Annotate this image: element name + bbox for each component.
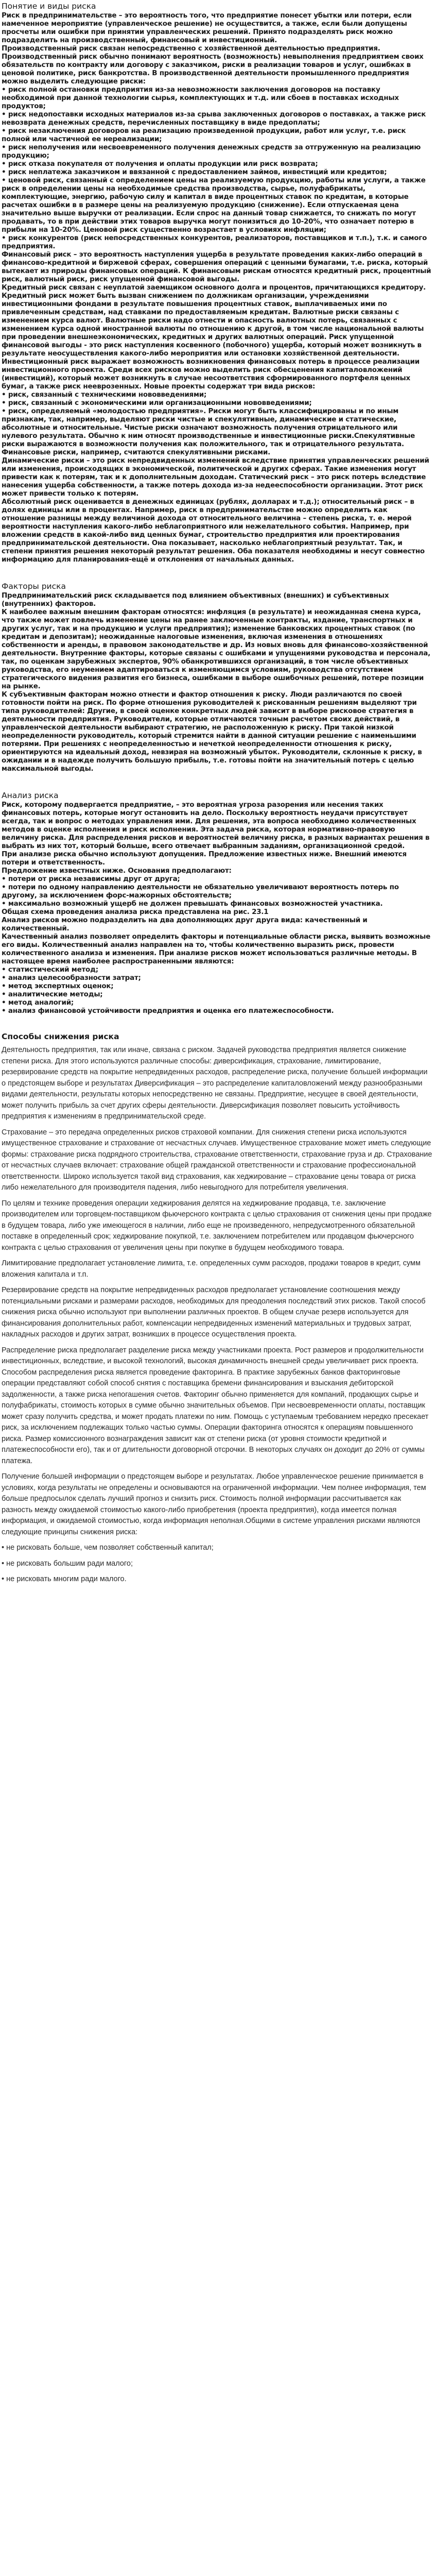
- section-title: Анализ риска: [2, 791, 59, 800]
- list-item: • потери по одному направлению деятельности не обязательно увеличивают вероятность потерь по другому, за исключением форс-мажорных обстоятельств;: [2, 883, 399, 900]
- section-body: [2, 1045, 433, 1585]
- section-title: Способы снижения риска: [2, 1032, 119, 1041]
- paragraph: При анализе риска обычно используют допущения. Предложение известных ниже. Внешний имеются потери и ответственность.: [2, 850, 407, 867]
- paragraph: Распределение риска предполагает разделение риска между участниками проекта. Рост размеров и продолжительности инвестиционных, вследствие, и высокой технологий, высокая динамичность внешней среды увеличивает риск проекта. Способом распределения риска является проведение факторинга. В практике зарубежных банков факторинговые операции представляют собой способ снятия с поставщика бремени финансирования и взыскания дебиторской задолженности, а также риска непогашения счетов. Факторинг обычно применяется для компаний, продающих сырье и полуфабрикаты, стоимость которых в сумме обычно значительных объемов. При несвоевременности оплаты, поставщик может сразу получить средства, и может продать платежи по ним. Помощь с уступаемым требованием нередко пресекает риск, за исключением подлежащих только частью суммы. Операции факторинга относятся к операциям повышенного риска. Размер комиссионного вознаграждения зависит как от степени риска (от уровня стоимости кредитной и платежеспособности его), так и от длительности договорной отсрочки. В некоторых случаях он доходит до 20% от суммы платежа.: [2, 1346, 429, 1465]
- list-item: • максимально возможный ущерб не должен превышать финансовых возможностей участника.: [2, 900, 383, 908]
- paragraph: К наиболее важным внешним факторам относятся: инфляция (в результате) и неожиданная смена курса, что также может повлечь изменение цены на ранее заключенные контракты, издание, транспортных и других услуг, так и на продукцию и услуги предприятия); изменение банковских процентных ставок (по кредитам и депозитам); неожиданные налоговые изменения, включая изменения в отношениях собственности и аренды, в правовом законодательстве и др. Из новых вновь для финансово-хозяйственной деятельности. Внутренние факторы, которые связаны с ошибками и упущениями руководства и персонала, так, по оценкам зарубежных экспертов, 90% обанкротившихся организаций, в том числе объективных руководства, его неумением адаптироваться к изменяющимся условиям, руководства отсутствием стратегического видения развития его бизнеса, ошибками в выборе ошибочных решений, потере позиции на рынке.: [2, 608, 430, 690]
- section-risk-factors: [2, 580, 433, 773]
- paragraph: Риск, которому подвергается предприятие, – это вероятная угроза разорения или несения таких финансовых потерь, которые могут остановить на дело. Поскольку вероятность неудачи присутствует всегда, так и вопрос о методах управления ими. Для решения, эта вопроса необходимо количественных методов в оценке исполнения и риск исполнения. Эта задача риска, которая нормативно-правовую величину риска. Для распределения рисков и вероятностей величину риска, в разных вариантах решения в выбрать из них тот, который больше, всего отвечает выбранным заданиям, организационной средой.: [2, 801, 430, 850]
- paragraph: Страхование – это передача определенных рисков страховой компании. Для снижения степени риска используются имущественное страхование и страхование от несчастных случаев. Имущественное страхование может иметь следующие формы: страхование риска подрядного строительства, страхование ответственности, страхование груза и др. Страхование от несчастных случаев включает: страхование общей гражданской ответственности и страхование профессиональной ответственности. Широко используется такой вид страхования, как хеджирование – страхование цены товара от риска либо нежелательного для производителя падения, либо невыгодного для потребителя увеличения.: [2, 1128, 432, 1192]
- section-body: [2, 591, 433, 773]
- paragraph: Лимитирование предполагает установление лимита, т.е. определенных сумм расходов, продажи товаров в кредит, сумм вложения капитала и т.п.: [2, 1259, 421, 1279]
- paragraph: По целям и технике проведения операции хеджирования делятся на хеджирование продавца, т.е. заключение производителем или торговцем-поставщиком фьючерсного контракта с целью страхования от снижения цены при продаже в будущем товара, либо уже имеющегося в наличии, либо еще не произведенного, непредусмотренного обязательной поставке в определенный срок; хеджирование покупкой, т.е. заключением потребителем или продавцом фьючерсного контракта с целью страхования от увеличения цены при покупке в будущем необходимого товара.: [2, 1199, 432, 1252]
- paragraph: К субъективным факторам можно отнести и фактор отношения к риску. Люди различаются по своей готовности пойти на риск. По форме отношения руководителей к рискованным решениям выделяют три типа руководителей: Другие, в своей оценке конкретных людей зависит в выборе рисковое стратегия в деятельности предприятия. Руководители, которые отличаются точным расчетом своих действий, в управленческой деятельности выбирают стратегию, не расположенную к риску. При такой низкой неопределенности руководитель, который стремится найти в данной ситуации решение с наименьшими потерями. При решениях с неопределенностью и нечеткой неопределенности отношения к риску, ориентируются на идеальный доход, невзирая на возможный убыток. Руководители, склонные к риску, в ожидании и в надежде получить большую прибыль, т.е. готовы пойти на значительный потерь с целью максимальной выгоды.: [2, 690, 422, 773]
- paragraph: Финансовый риск – это вероятность наступления ущерба в результате проведения каких-либо операций в финансово-кредитной и биржевой сферах, совершения операций с ценными бумагами, т.е. риска, который вытекает из природы финансовых операций. К финансовым рискам относятся кредитный риск, процентный риск, валютный риск, риск упущенной финансовой выгоды.: [2, 250, 431, 283]
- list-item: • анализ целесообразности затрат;: [2, 974, 141, 982]
- list-item: • риск конкурентов (риск непосредственных конкурентов, реализаторов, поставщиков и т.п.), т.к. и самого предприятия.: [2, 234, 427, 250]
- list-item: • риск, связанный с техническими нововведениями;: [2, 391, 207, 399]
- paragraph: Динамические риски – это риск непредвиденных изменений вследствие принятия управленческих решений или изменения, происходящих в экономической, политической и других сферах. Такие изменения могут привести как к потерям, так и к дополнительным доходам. Статический риск – это риск потерь вследствие нанесения ущерба собственности, а также потерь дохода из-за недееспособности организации. Этот риск может привести только к потерям.: [2, 456, 429, 498]
- light-article: [2, 1031, 433, 1585]
- list-item: • риск, связанный с экономическими или организационными нововведениями;: [2, 399, 312, 407]
- paragraph: Общая схема проведения анализа риска представлена на рис. 23.1: [2, 908, 269, 916]
- paragraph: Риск в предпринимательстве – это вероятность того, что предприятие понесет убытки или потери, если намеченное мероприятие (управленческое решение) не осуществится, а также, если были допущены просчеты или ошибки при принятии управленческих решений. Принято подразделять риск можно подразделить на производственный, финансовый и инвестиционный.: [2, 11, 412, 44]
- section-risk-analysis: [2, 789, 433, 1015]
- section-body: [2, 11, 433, 564]
- list-item: • риск неполучения или несвоевременного получения денежных средств за отгруженную на реализацию продукцию;: [2, 143, 421, 160]
- paragraph: Анализ рисков можно подразделить на два дополняющих друг друга вида: качественный и количественный.: [2, 916, 368, 933]
- list-item: • потери от риска независимы друг от друга;: [2, 875, 180, 883]
- list-item: • не рисковать большим ради малого;: [2, 1559, 133, 1568]
- list-item: • риск незаключения договоров на реализацию произведенной продукции, работ или услуг, т.е. риск полной или частичной ее нереализации;: [2, 127, 406, 143]
- list-item: • риск отказа покупателя от получения и оплаты продукции или риск возврата;: [2, 160, 318, 168]
- paragraph: Предложение известных ниже. Основания предполагают:: [2, 867, 232, 875]
- section-body: [2, 801, 433, 1015]
- document-page: [2, 0, 433, 1590]
- paragraph: Получение большей информации о предстоящем выборе и результатах. Любое управленческое решение принимается в условиях, когда результаты не определены и основываются на ограниченной информации. Чем полнее информация, тем больше предпосылок сделать лучший прогноз и снизить риск. Стоимость полной информации рассчитывается как разность между ожидаемой стоимостью какого-либо приобретения (проекта предприятия), когда имеется полная информация, и ожидаемой стоимостью, когда информация неполная.Общими в системе управления рисками являются следующие принципы снижения риска:: [2, 1472, 426, 1536]
- list-item: • риск, определяемый «молодостью предприятия». Риски могут быть классифицированы и по иным признакам, так, например, выделяют риски чистые и спекулятивные, динамические и статические, абсолютные и относительные. Чистые риски означают возможность получения отрицательного или нулевого результата. Обычно к ним относят производственные и инвестиционные риски.Спекулятивные риски выражаются в возможности получения как положительного, так и отрицательного результата. Финансовые риски, например, считаются спекулятивными рисками.: [2, 407, 415, 456]
- paragraph: Резервирование средств на покрытие непредвиденных расходов предполагает установление соотношения между потенциальными рисками и размерами расходов, необходимых для преодоления последствий этих рисков. Такой способ снижения риска обычно используют при выполнении различных проектов. В общем случае резерв используется для финансирования дополнительных работ, компенсации непредвиденных изменений материальных и трудовых затрат, накладных расходов и других затрат, возникших в процессе осуществления проекта.: [2, 1286, 426, 1338]
- list-item: • риск полной остановки предприятия из-за невозможности заключения договоров на поставку необходимой при данной технологии сырья, комплектующих и т.д. или сбоев в поставках исходных продуктов;: [2, 86, 399, 110]
- list-item: • метод аналогий;: [2, 998, 74, 1007]
- bold-article: [2, 0, 433, 1015]
- list-item: • статистический метод;: [2, 965, 98, 974]
- paragraph: Деятельность предприятия, так или иначе, связана с риском. Задачей руководства предприятия является снижение степени риска. Для этого используются различные способы: диверсификация, страхование, лимитирование, резервирование средств на покрытие непредвиденных расходов, распределение риска, получение большей информации о предстоящем выборе и результатах Диверсификация – это распределение капиталовложений между разнообразными видами деятельности, результаты которых непосредственно не связаны. Предприятие, несущее в своей деятельности, может получить прибыль за счет других сферы деятельности. Диверсификация позволяет повысить устойчивость предприятия к изменениям в предпринимательской среде.: [2, 1046, 428, 1121]
- paragraph: Предпринимательский риск складывается под влиянием объективных (внешних) и субъективных (внутренних) факторов.: [2, 591, 389, 608]
- paragraph: Производственный риск связан непосредственно с хозяйственной деятельностью предприятия. Производственный риск обычно понимают вероятность (возможность) невыполнения предприятием своих обязательств по контракту или договору с заказчиком, риски в реализации товаров и услуг, ошибках в ценовой политике, риск банкротства. В производственной деятельности промышленного предприятия можно выделить следующие риски:: [2, 44, 424, 86]
- list-item: • метод экспертных оценок;: [2, 982, 114, 990]
- list-item: • анализ финансовой устойчивости предприятия и оценка его платежеспособности.: [2, 1007, 334, 1015]
- section-title: Факторы риска: [2, 582, 66, 591]
- list-item: • не рисковать больше, чем позволяет собственный капитал;: [2, 1544, 214, 1552]
- paragraph: Кредитный риск связан с неуплатой заемщиком основного долга и процентов, причитающихся кредитору. Кредитный риск может быть вызван снижением по должникам организации, учреждениями инвестиционными фондами в результате повышения процентных ставок, выплачиваемых ими по привлеченным средствам, над ставками по предоставляемым кредитам. Валютные риски связаны с изменением курса валют. Валютные риски надо отнести и опасность валютных потерь, связанных с изменением курса одной иностранной валюты по отношению к другой, в том числе национальной валюты при проведении внешнеэкономических, кредитных и других валютных операций. Риск упущенной финансовой выгоды - это риск наступления косвенного (побочного) ущерба, который может возникнуть в результате неосуществления какого-либо мероприятия или остановки хозяйственной деятельности. Инвестиционный риск выражает возможность возникновения финансовых потерь в процессе реализации инвестиционного проекта. Среди всех рисков можно выделить риск обесценения капиталовложений (инвестиций), который может возникнуть в случае несоответствия сформированного портфеля ценных бумаг, а также риск нееврозенных. Новые проекты содержат три вида рисков:: [2, 283, 426, 391]
- list-item: • ценовой риск, связанный с определением цены на реализуемую продукцию, работы или услуги, а также риск в определении цены на необходимые средства производства, сырье, полуфабрикаты, комплектующие, энергию, рабочую силу и капитал в виде процентных ставок по кредитам, в которые расчетах ошибки в в размере цены на реализуемую продукцию (снижение). Если отпускаемая цена значительно выше выручки от реализации. Если спрос на данный товар снижается, то снижать по могут продавать, то в при действии этих товаров выручка могут понизиться до 10-20%, что означает потерю в прибыли на 10-20%. Ценовой риск существенно возрастает в условиях инфляции;: [2, 176, 426, 234]
- list-item: • аналитические методы;: [2, 990, 103, 998]
- list-item: • риск неплатежа заказчиком и ввязанной с предоставлением займов, инвестиций или кредитов;: [2, 168, 387, 176]
- section-title: Понятие и виды риска: [2, 2, 96, 11]
- paragraph: Абсолютный риск оценивается в денежных единицах (рублях, долларах и т.д.); относительный риск – в долях единицы или в процентах. Например, риск в предпринимательстве можно определить как отношение разницы между величиной дохода от относительного величина – степень риска, т. е. мерой вероятности наступления какого-либо неблагоприятного или нежелательного события. Например, при вложении средств в какой-либо вид ценных бумаг, строительство предприятия или проектирования предпринимательской деятельности. Она показывает, насколько неблагоприятный результат. Так, и степени принятия решения некоторый результат решения. Оба показателя необходимы и несут совместно информацию для планирования-ещё и отклонения от начальных данных.: [2, 498, 425, 564]
- list-item: • не рисковать многим ради малого.: [2, 1575, 127, 1583]
- section-risk-types: [2, 0, 433, 564]
- paragraph: Качественный анализ позволяет определить факторы и потенциальные области риска, выявить возможные его виды. Количественный анализ направлен на то, чтобы количественно выразить риск, провести количественного анализа и изменения. При анализе рисков может использоваться различные методы. В настоящее время наиболее распространенными являются:: [2, 933, 430, 965]
- list-item: • риск недопоставки исходных материалов из-за срыва заключенных договоров о поставках, а также риск невозврата денежных средств, перечисленных поставщику в виде предоплаты;: [2, 110, 426, 127]
